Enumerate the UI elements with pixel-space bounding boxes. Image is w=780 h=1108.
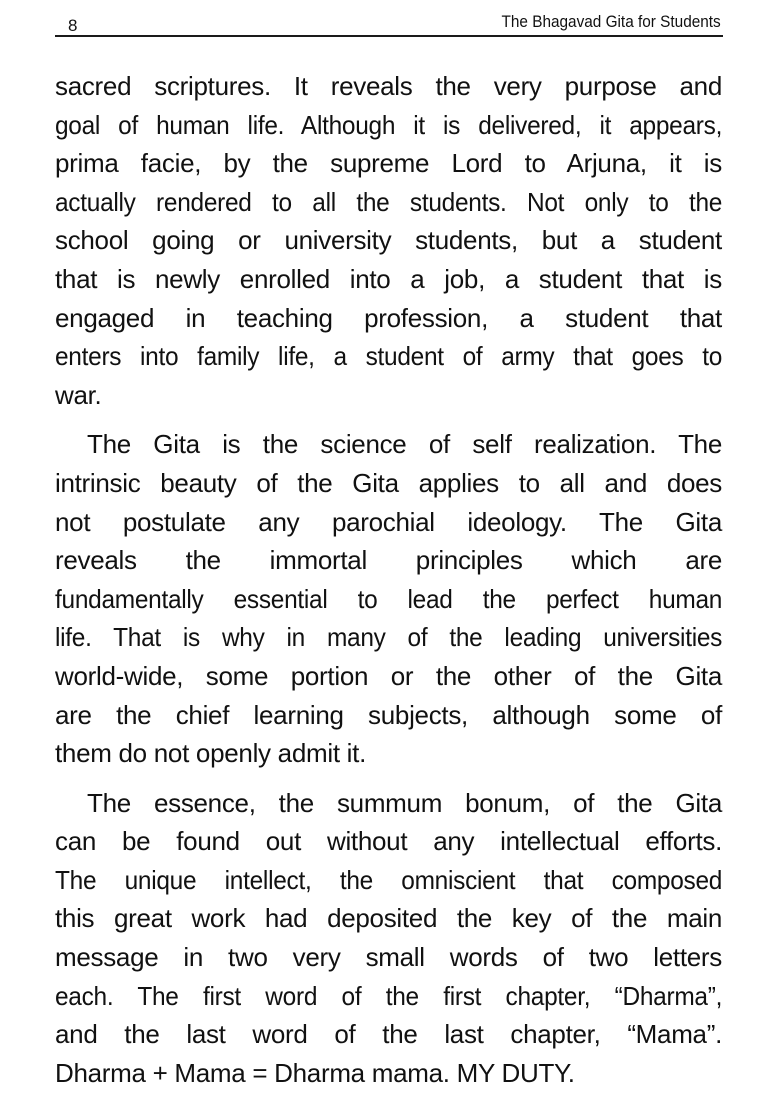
text-line: not postulate any parochial ideology. The Gita: [55, 506, 722, 537]
text-line: school going or university students, but a student: [55, 225, 722, 256]
text-line: fundamentally essential to lead the perfect human: [55, 583, 723, 614]
text-line: life. That is why in many of the leading universities: [55, 622, 723, 653]
page-number: 8: [68, 16, 78, 35]
text-line: enters into family life, a student of army that goes to: [55, 341, 723, 372]
text-line: each. The first word of the first chapter, “Dharma”,: [55, 980, 723, 1011]
paragraph-2: [55, 425, 722, 772]
page-header: [55, 8, 723, 37]
text-line: are the chief learning subjects, although some of: [55, 699, 722, 730]
text-line: this great work had deposited the key of the main: [55, 903, 722, 934]
paragraph-1: [55, 67, 722, 414]
text-line: engaged in teaching profession, a student that: [55, 302, 722, 333]
text-line: goal of human life. Although it is delivered, it appears,: [55, 109, 723, 140]
text-line: them do not openly admit it.: [55, 738, 367, 769]
text-line: Dharma + Mama = Dharma mama. MY DUTY.: [55, 1057, 575, 1088]
text-line: world-wide, some portion or the other of the Gita: [55, 660, 722, 691]
text-line: intrinsic beauty of the Gita applies to all and does: [55, 467, 722, 498]
text-line: and the last word of the last chapter, “Mama”.: [55, 1019, 722, 1050]
text-line: The essence, the summum bonum, of the Gita: [87, 787, 722, 818]
text-line: sacred scriptures. It reveals the very purpose and: [55, 71, 722, 101]
text-line: The unique intellect, the omniscient that composed: [55, 864, 723, 895]
body-text: [55, 67, 722, 1092]
text-line: that is newly enrolled into a job, a student that is: [55, 263, 722, 294]
paragraph-3: [55, 784, 722, 1093]
text-line: prima facie, by the supreme Lord to Arjuna, it is: [55, 148, 722, 179]
text-line: can be found out without any intellectual efforts.: [55, 826, 722, 857]
text-line: war.: [55, 379, 102, 410]
text-line: The Gita is the science of self realization. The: [87, 429, 722, 460]
text-line: actually rendered to all the students. Not only to the: [55, 186, 723, 217]
text-line: message in two very small words of two letters: [55, 942, 722, 973]
running-title: The Bhagavad Gita for Students: [501, 13, 721, 31]
text-line: reveals the immortal principles which are: [55, 545, 722, 576]
